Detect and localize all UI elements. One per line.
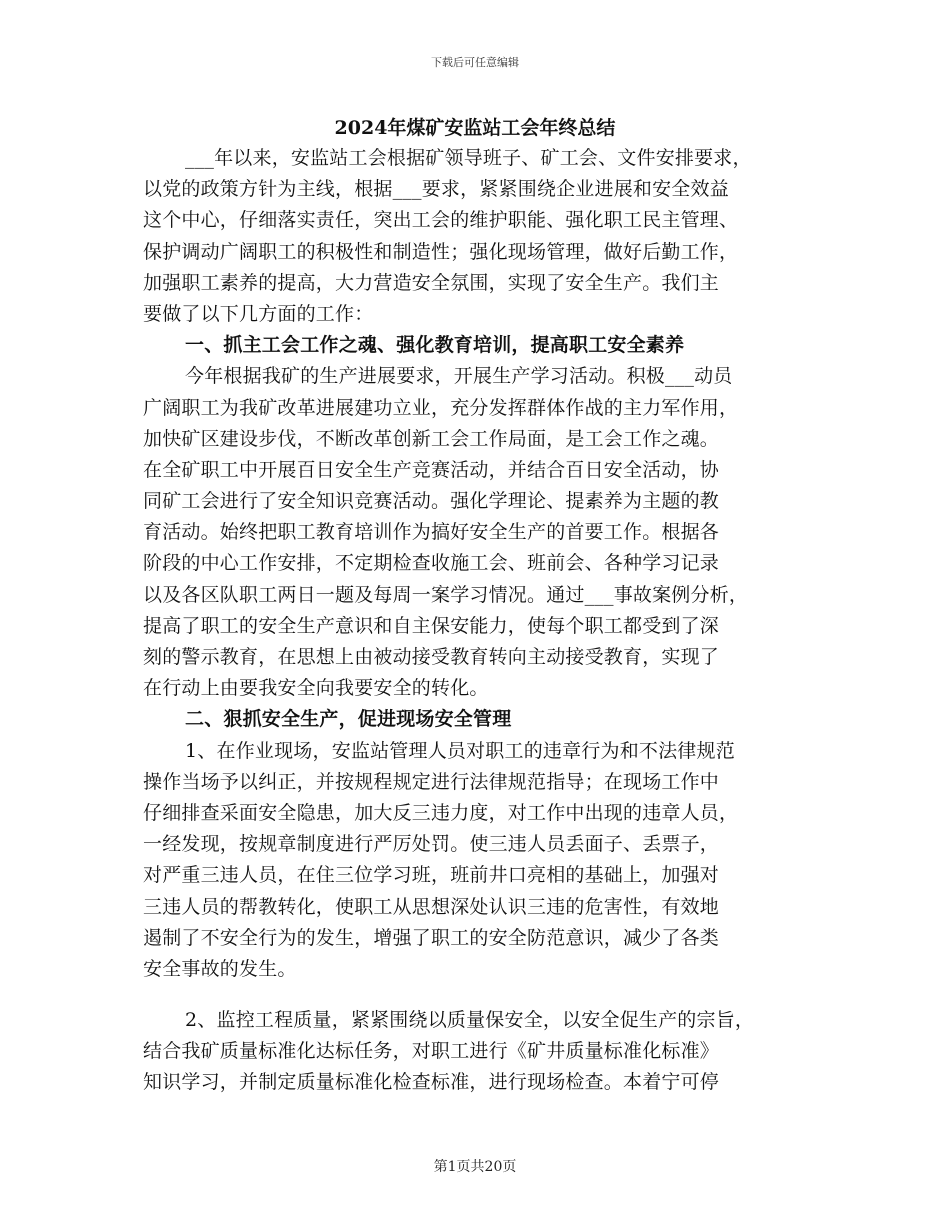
paragraph-line: ___年以来，安监站工会根据矿领导班子、矿工会、文件安排要求， [185, 147, 752, 169]
paragraph-line: 1、在作业现场，安监站管理人员对职工的违章行为和不法律规范 [185, 739, 735, 762]
paragraph-line: 同矿工会进行了安全知识竞赛活动。强化学理论、提素养为主题的教 [143, 490, 720, 513]
paragraph-line: 广阔职工为我矿改革进展建功立业，充分发挥群体作战的主力军作用， [143, 396, 739, 419]
page-number: 第1页共20页 [433, 1159, 517, 1175]
paragraph-line: 仔细排查采面安全隐患，加大反三违力度，对工作中出现的违章人员， [143, 801, 739, 824]
paragraph-line: 安全事故的发生。 [143, 957, 297, 980]
page-header-note: 下载后可任意编辑 [431, 56, 519, 69]
paragraph-line: 操作当场予以纠正，并按规程规定进行法律规范指导；在现场工作中 [143, 770, 720, 793]
paragraph-line: 2、监控工程质量，紧紧围绕以质量保安全，以安全促生产的宗旨， [185, 1009, 755, 1032]
section-heading-1: 一、抓主工会工作之魂、强化教育培训，提高职工安全素养 [185, 334, 685, 357]
paragraph-line: 加快矿区建设步伐，不断改革创新工会工作局面，是工会工作之魂。 [143, 427, 720, 450]
paragraph-line: 提高了职工的安全生产意识和自主保安能力，使每个职工都受到了深 [143, 614, 720, 637]
paragraph-line: 育活动。始终把职工教育培训作为搞好安全生产的首要工作。根据各 [143, 521, 720, 544]
paragraph-line: 加强职工素养的提高，大力营造安全氛围，实现了安全生产。我们主 [143, 271, 720, 294]
paragraph-line: 在全矿职工中开展百日安全生产竞赛活动，并结合百日安全活动，协 [143, 458, 720, 481]
paragraph-line: 今年根据我矿的生产进展要求，开展生产学习活动。积极___动员 [185, 365, 733, 388]
paragraph-line: 刻的警示教育，在思想上由被动接受教育转向主动接受教育，实现了 [143, 646, 720, 668]
paragraph-line: 三违人员的帮教转化，使职工从思想深处认识三违的危害性，有效地 [143, 895, 720, 918]
paragraph-line: 结合我矿质量标准化达标任务，对职工进行《矿井质量标准化标准》 [143, 1040, 720, 1063]
paragraph-line: 遏制了不安全行为的发生，增强了职工的安全防范意识，减少了各类 [143, 926, 720, 949]
paragraph-line: 一经发现，按规章制度进行严厉处罚。使三违人员丢面子、丢票子， [143, 833, 720, 856]
paragraph-line: 阶段的中心工作安排，不定期检查收施工会、班前会、各种学习记录 [143, 552, 720, 575]
paragraph-line: 要做了以下几方面的工作： [143, 302, 374, 325]
paragraph-line: 对严重三违人员，在住三位学习班，班前井口亮相的基础上，加强对 [143, 864, 720, 887]
document-title: 2024年煤矿安监站工会年终总结 [334, 117, 616, 139]
section-heading-2: 二、狠抓安全生产，促进现场安全管理 [185, 708, 512, 731]
paragraph-line: 在行动上由要我安全向我要安全的转化。 [143, 677, 489, 700]
document-body [143, 143, 813, 1099]
paragraph-line: 以及各区队职工两日一题及每周一案学习情况。通过___事故案例分析， [143, 583, 749, 606]
paragraph-line: 知识学习，并制定质量标准化检查标准，进行现场检查。本着宁可停 [143, 1071, 720, 1094]
paragraph-line: 保护调动广阔职工的积极性和制造性；强化现场管理，做好后勤工作， [143, 240, 739, 263]
paragraph-gap [143, 985, 813, 1005]
paragraph-line: 以党的政策方针为主线，根据___要求，紧紧围绕企业进展和安全效益 [143, 178, 729, 201]
paragraph-line: 这个中心，仔细落实责任，突出工会的维护职能、强化职工民主管理、 [143, 209, 739, 232]
